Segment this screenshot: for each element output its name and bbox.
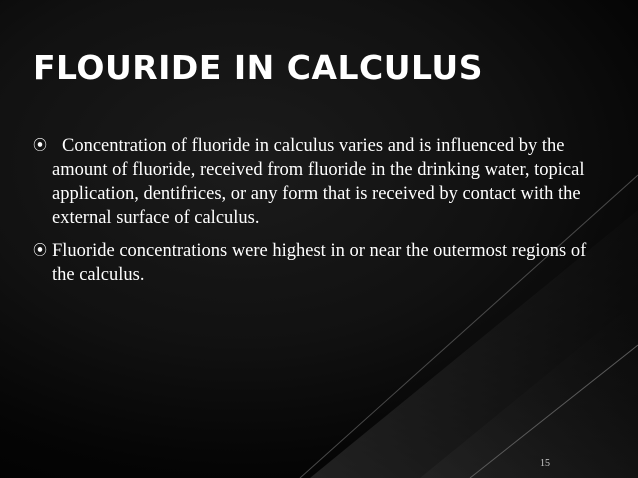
bullet-text: Concentration of fluoride in calculus varies and is influenced by the amount of fluoride, received from fluoride in the drinking water, topical application, dentifrices, or any form that is received by contact with the external surface of calculus. — [52, 136, 585, 228]
bullet-text: Fluoride concentrations were highest in or near the outermost regions of the calculus. — [52, 241, 587, 285]
slide-title: FLOURIDE IN CALCULUS — [33, 48, 483, 87]
circled-dot-bullet-icon: ⦿ — [33, 243, 47, 259]
bullet-list — [33, 134, 593, 287]
page-number: 15 — [540, 458, 550, 469]
circled-dot-bullet-icon: ⦿ — [33, 138, 47, 154]
bullet-item-concentration — [33, 134, 593, 230]
bullet-item-outermost — [33, 239, 593, 287]
